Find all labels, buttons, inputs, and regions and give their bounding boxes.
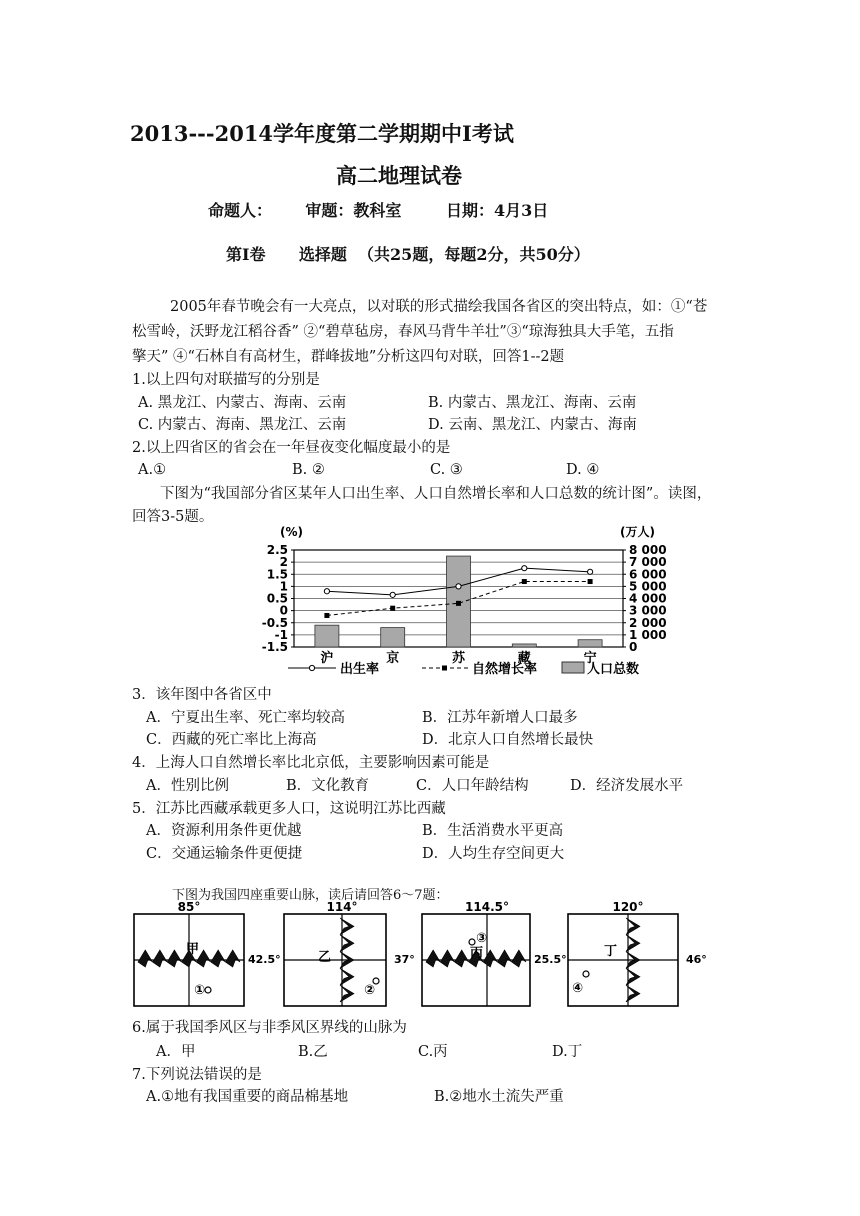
exam-title: 2013---2014学年度第二学期期中Ⅰ考试 xyxy=(130,121,514,146)
map-point-marker xyxy=(469,939,475,945)
map-longitude-label: 114° xyxy=(326,900,358,914)
left-tick-label: -1 xyxy=(274,627,288,642)
right-tick-label: 1 000 xyxy=(629,627,667,642)
point-natural-growth xyxy=(324,613,329,618)
legend-birth-label: 出生率 xyxy=(340,662,380,677)
q1-option-a: A. 黑龙江、内蒙古、海南、云南 xyxy=(138,395,347,411)
section-heading: 第Ⅰ卷 选择题 （共25题，每题2分，共50分） xyxy=(226,245,590,264)
q1-option-b: B. 内蒙古、黑龙江、海南、云南 xyxy=(428,395,637,411)
map-latitude-label: 25.5° xyxy=(534,953,567,966)
map-point-label: ④ xyxy=(572,981,584,996)
point-natural-growth xyxy=(522,579,527,584)
right-tick-label: 3 000 xyxy=(629,603,667,618)
map-mountain-label: 甲 xyxy=(186,942,200,957)
q5-stem: 5．江苏比西藏承载更多人口，这说明江苏比西藏 xyxy=(132,801,446,817)
q3-option-b: B．江苏年新增人口最多 xyxy=(422,710,578,726)
legend-growth-label: 自然增长率 xyxy=(472,662,538,677)
legend-population-label: 人口总数 xyxy=(587,662,640,677)
q4-option-b: B．文化教育 xyxy=(286,778,370,794)
map-mountain-label: 丙 xyxy=(470,946,484,961)
category-label: 苏 xyxy=(451,651,466,666)
point-birth-rate xyxy=(522,566,527,571)
q1-option-d: D. 云南、黑龙江、内蒙古、海南 xyxy=(428,417,637,433)
right-tick-label: 6 000 xyxy=(629,567,667,582)
map-latitude-label: 42.5° xyxy=(248,953,281,966)
q2-option-a: A.① xyxy=(138,462,167,478)
q7-option-a: A.①地有我国重要的商品棉基地 xyxy=(146,1089,349,1105)
left-tick-label: -0.5 xyxy=(261,615,288,630)
point-natural-growth xyxy=(588,579,593,584)
left-tick-label: 1 xyxy=(279,579,288,594)
q5-option-a: A．资源利用条件更优越 xyxy=(146,823,302,839)
left-tick-label: 0.5 xyxy=(266,591,288,606)
map-longitude-label: 114.5° xyxy=(465,900,509,914)
left-tick-label: 2.5 xyxy=(266,543,288,557)
q6-option-c: C.丙 xyxy=(418,1044,448,1060)
map-point-marker xyxy=(205,987,211,993)
intro-line-1: 2005年春节晚会有一大亮点，以对联的形式描绘我国各省区的突出特点，如：①“苍 xyxy=(170,299,708,315)
exam-meta: 命题人： 审题：教科室 日期：4月3日 xyxy=(208,201,549,220)
bar-population xyxy=(381,628,405,647)
q4-option-d: D．经济发展水平 xyxy=(570,778,684,794)
map-point-label: ③ xyxy=(476,931,488,946)
right-tick-label: 8 000 xyxy=(629,543,667,557)
point-birth-rate xyxy=(456,584,461,589)
q6-stem: 6.属于我国季风区与非季风区界线的山脉为 xyxy=(132,1020,407,1036)
intro-line-2: 松雪岭，沃野龙江稻谷香” ②“碧草毡房，春风马背牛羊壮”③“琼海独具大手笔，五指 xyxy=(132,324,674,340)
legend-population-swatch xyxy=(562,662,584,673)
q3-option-d: D．北京人口自然增长最快 xyxy=(422,732,594,748)
legend-birth-marker xyxy=(309,665,314,670)
category-label: 京 xyxy=(386,651,400,666)
q6-option-b: B.乙 xyxy=(298,1044,328,1060)
mountain-maps xyxy=(128,900,718,1012)
chart-intro-line-1: 下图为“我国部分省区某年人口出生率、人口自然增长率和人口总数的统计图”。读图， xyxy=(160,486,712,502)
point-birth-rate xyxy=(390,592,395,597)
q4-option-c: C．人口年龄结构 xyxy=(416,778,529,794)
map-mountain-label: 乙 xyxy=(318,950,332,965)
bar-population xyxy=(578,640,602,647)
q2-stem: 2.以上四省区的省会在一年昼夜变化幅度最小的是 xyxy=(132,440,451,456)
q4-option-a: A．性别比例 xyxy=(146,778,229,794)
intro-line-3: 擎天” ④“石林自有高材生，群峰拔地”分析这四句对联，回答1--2题 xyxy=(132,349,565,365)
population-chart xyxy=(240,522,690,684)
q7-stem: 7.下列说法错误的是 xyxy=(132,1067,262,1083)
bar-population xyxy=(512,644,536,647)
exam-subtitle: 高二地理试卷 xyxy=(336,163,462,188)
q3-stem: 3．该年图中各省区中 xyxy=(132,687,272,703)
q3-option-c: C．西藏的死亡率比上海高 xyxy=(146,732,317,748)
category-label: 藏 xyxy=(517,651,531,666)
map-point-label: ① xyxy=(194,983,206,998)
point-natural-growth xyxy=(390,606,395,611)
chart-intro-line-2: 回答3-5题。 xyxy=(132,509,214,525)
left-axis-unit: (%) xyxy=(280,525,303,539)
q5-option-d: D．人均生存空间更大 xyxy=(422,846,565,862)
bar-population xyxy=(315,625,339,647)
q5-option-b: B．生活消费水平更高 xyxy=(422,823,564,839)
q6-option-d: D.丁 xyxy=(552,1044,583,1060)
right-tick-label: 4 000 xyxy=(629,591,667,606)
right-tick-label: 7 000 xyxy=(629,555,667,570)
right-tick-label: 2 000 xyxy=(629,615,667,630)
point-birth-rate xyxy=(324,589,329,594)
q4-stem: 4．上海人口自然增长率比北京低，主要影响因素可能是 xyxy=(132,755,490,771)
mountain-intro: 下图为我国四座重要山脉，读后请回答6～7题： xyxy=(172,888,449,903)
map-point-marker xyxy=(583,971,589,977)
right-tick-label: 0 xyxy=(629,640,638,654)
q2-option-d: D. ④ xyxy=(566,462,600,478)
left-tick-label: -1.5 xyxy=(261,640,288,654)
category-label: 宁 xyxy=(583,651,597,666)
point-natural-growth xyxy=(456,601,461,606)
point-birth-rate xyxy=(588,569,593,574)
q5-option-c: C．交通运输条件更便捷 xyxy=(146,846,303,862)
left-tick-label: 0 xyxy=(279,603,288,618)
q6-option-a: A．甲 xyxy=(156,1044,196,1060)
map-longitude-label: 85° xyxy=(177,900,201,914)
q3-option-a: A．宁夏出生率、死亡率均较高 xyxy=(146,710,345,726)
map-latitude-label: 46° xyxy=(686,953,707,966)
q2-option-b: B. ② xyxy=(292,462,325,478)
map-mountain-label: 丁 xyxy=(604,944,618,959)
map-longitude-label: 120° xyxy=(612,900,644,914)
left-tick-label: 2 xyxy=(279,555,288,570)
right-tick-label: 5 000 xyxy=(629,579,667,594)
q1-stem: 1.以上四句对联描写的分别是 xyxy=(132,372,320,388)
left-tick-label: 1.5 xyxy=(266,567,288,582)
q1-option-c: C. 内蒙古、海南、黑龙江、云南 xyxy=(138,417,347,433)
category-label: 沪 xyxy=(320,651,334,666)
legend-growth-marker xyxy=(442,666,447,671)
map-point-label: ② xyxy=(364,983,376,998)
map-latitude-label: 37° xyxy=(394,953,415,966)
q7-option-b: B.②地水土流失严重 xyxy=(434,1089,564,1105)
q2-option-c: C. ③ xyxy=(430,462,463,478)
right-axis-unit: (万人) xyxy=(620,525,655,539)
